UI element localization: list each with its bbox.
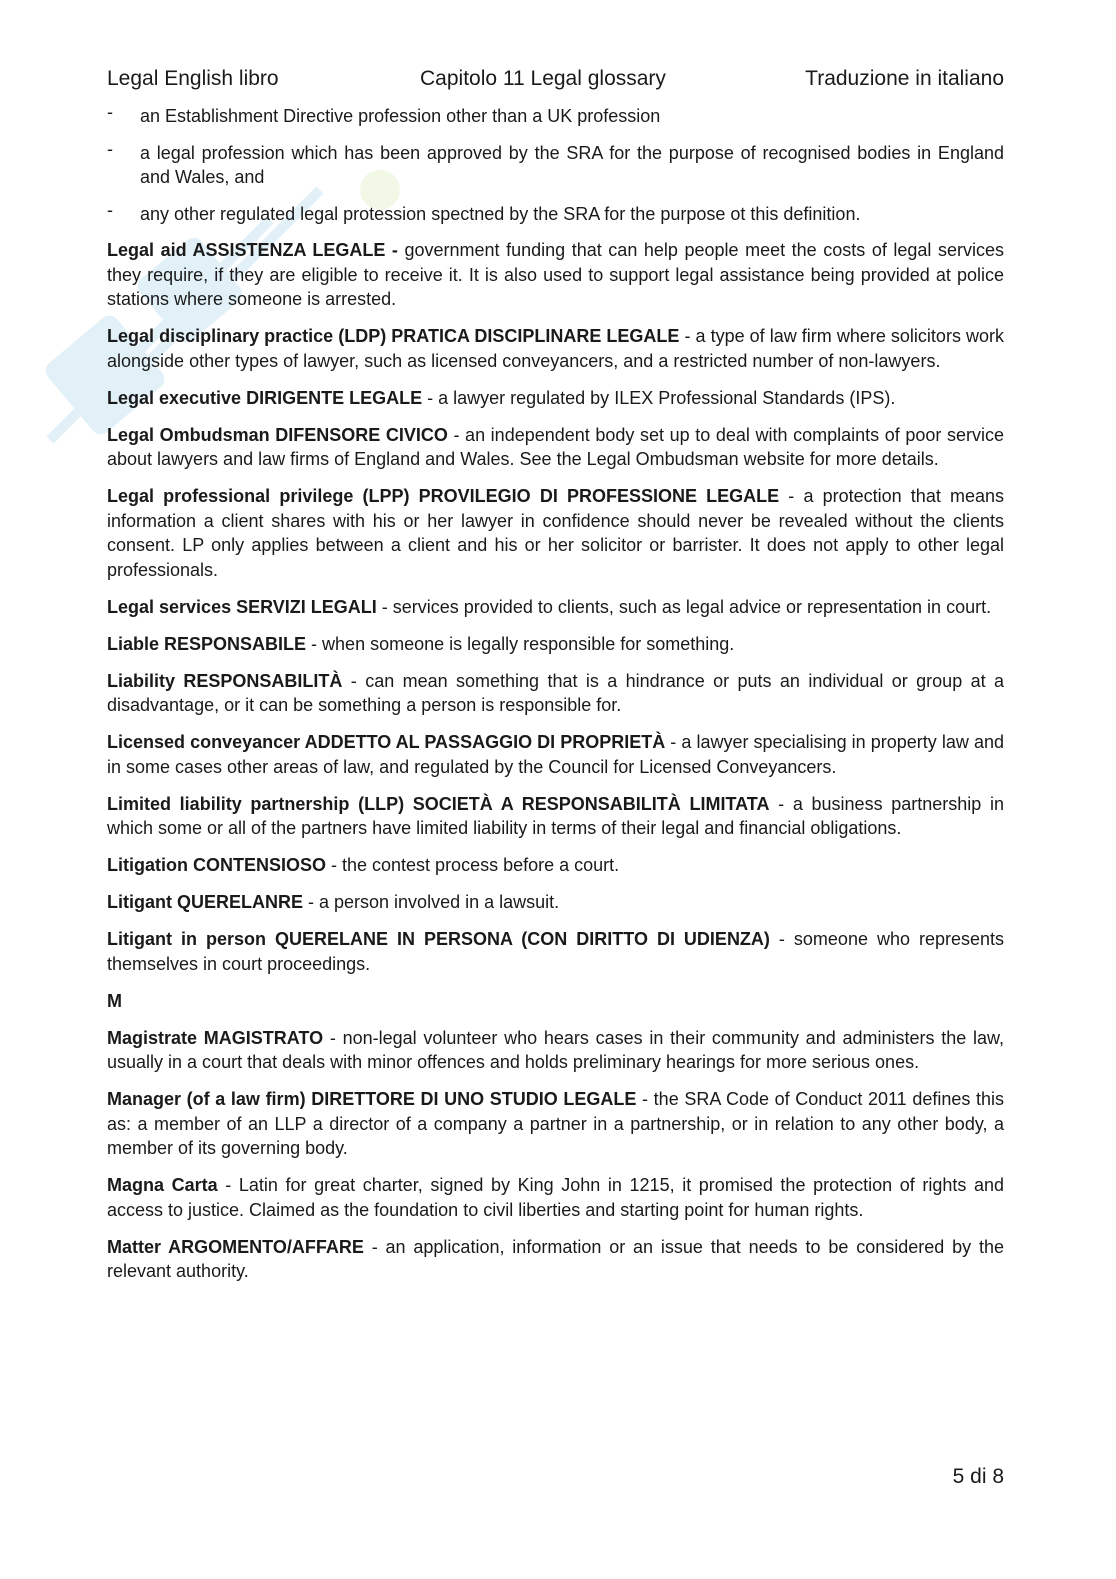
bullet-dash: - bbox=[107, 199, 113, 220]
entry-definition: - can mean something that is a hindrance or puts an individual or group at a disadvantage, or it can be something a person is responsible for. bbox=[107, 670, 1005, 715]
entry-term: Legal services SERVIZI LEGALI bbox=[107, 596, 377, 617]
entry-term: Legal Ombudsman DIFENSORE CIVICO bbox=[107, 424, 448, 445]
entry-term: Legal aid ASSISTENZA LEGALE - bbox=[107, 240, 398, 260]
header-book-title: Legal English libro bbox=[107, 67, 279, 90]
bullet-text: any other regulated legal protession spectned by the SRA for the purpose ot this definition. bbox=[140, 203, 861, 224]
bullet-dash: - bbox=[107, 102, 113, 122]
glossary-entry bbox=[107, 595, 1004, 620]
glossary-entry bbox=[107, 1235, 1004, 1284]
entry-definition: - an independent body set up to deal with complaints of poor service about lawyers and law firms of England and Wales. See the Legal Ombudsman website for more details. bbox=[107, 424, 1004, 469]
entry-term: Litigant QUERELANRE bbox=[107, 892, 303, 912]
entry-term: Limited liability partnership (LLP) SOCIETÀ A RESPONSABILITÀ LIMITATA bbox=[107, 793, 770, 814]
entry-term: Magna Carta bbox=[107, 1175, 218, 1195]
entry-term: Legal professional privilege (LPP) PROVILEGIO DI PROFESSIONE LEGALE bbox=[107, 486, 780, 506]
glossary-entry bbox=[107, 730, 1004, 779]
entry-definition: - a lawyer regulated by ILEX Professional Standards (IPS). bbox=[422, 387, 896, 408]
glossary-entry bbox=[107, 632, 1004, 657]
entry-definition: - a business partnership in which some or all of the partners have limited liability in terms of their legal and financial obligations. bbox=[107, 793, 1004, 838]
glossary-entry bbox=[107, 324, 1004, 373]
entry-definition: - the SRA Code of Conduct 2011 defines this as: a member of an LLP a director of a company a partner in a partnership, or in relation to any other body, a member of its governing body. bbox=[107, 1089, 1005, 1158]
glossary-entries-l bbox=[107, 238, 1004, 976]
glossary-entry bbox=[107, 238, 1004, 312]
glossary-entry bbox=[107, 423, 1004, 472]
definition-bullet-list bbox=[107, 104, 1004, 226]
bullet-item bbox=[107, 104, 1004, 129]
entry-term: Manager (of a law firm) DIRETTORE DI UNO STUDIO LEGALE bbox=[107, 1089, 637, 1109]
entry-definition: - non-legal volunteer who hears cases in their community and administers the law, usually in a court that deals with minor offences and holds preliminary hearings for more serious ones. bbox=[107, 1027, 1004, 1072]
entry-definition: - the contest process before a court. bbox=[326, 855, 620, 875]
entry-definition: government funding that can help people meet the costs of legal services they require, if they are eligible to receive it. It is also used to support legal assistance being provided at police stations where someone is arrested. bbox=[107, 240, 1004, 309]
bullet-item bbox=[107, 138, 1004, 190]
header-chapter-title: Capitolo 11 Legal glossary bbox=[420, 67, 666, 90]
entry-definition: - when someone is legally responsible for something. bbox=[306, 633, 735, 654]
bullet-dash: - bbox=[107, 138, 113, 159]
glossary-entries-m bbox=[107, 1026, 1004, 1284]
glossary-entry bbox=[107, 484, 1004, 582]
entry-definition: - a lawyer specialising in property law and in some cases other areas of law, and regulated by the Council for Licensed Conveyancers. bbox=[107, 732, 1004, 777]
entry-definition: - a person involved in a lawsuit. bbox=[303, 892, 560, 912]
glossary-entry bbox=[107, 1026, 1004, 1075]
entry-term: Legal disciplinary practice (LDP) PRATICA DISCIPLINARE LEGALE bbox=[107, 326, 680, 346]
entry-definition: - someone who represents themselves in court proceedings. bbox=[107, 929, 1005, 974]
glossary-entry bbox=[107, 890, 1004, 915]
entry-term: Licensed conveyancer ADDETTO AL PASSAGGIO DI PROPRIETÀ bbox=[107, 732, 666, 752]
entry-term: Matter ARGOMENTO/AFFARE bbox=[107, 1236, 364, 1257]
section-letter-heading: M bbox=[107, 990, 122, 1011]
entry-term: Litigation CONTENSIOSO bbox=[107, 855, 326, 875]
document-page bbox=[107, 64, 1004, 1296]
entry-term: Litigant in person QUERELANE IN PERSONA (CON DIRITTO DI UDIENZA) bbox=[107, 929, 770, 949]
bullet-text: a legal profession which has been approved by the SRA for the purpose of recognised bodies in England and Wales, and bbox=[140, 142, 1004, 187]
glossary-entry bbox=[107, 1173, 1004, 1222]
glossary-entry bbox=[107, 853, 1004, 878]
bullet-text: an Establishment Directive profession other than a UK profession bbox=[140, 106, 661, 126]
entry-definition: - services provided to clients, such as legal advice or representation in court. bbox=[376, 596, 992, 617]
entry-term: Liable RESPONSABILE bbox=[107, 633, 307, 654]
entry-term: Magistrate MAGISTRATO bbox=[107, 1027, 324, 1048]
glossary-entry bbox=[107, 792, 1004, 841]
entry-definition: - a protection that means information a client shares with his or her lawyer in confidence should never be revealed without the clients consent. LP only applies between a client and his or her solicitor or barrister. It does not apply to other legal professionals. bbox=[107, 486, 1005, 580]
glossary-entry bbox=[107, 669, 1004, 718]
glossary-entry bbox=[107, 386, 1004, 411]
bullet-item bbox=[107, 199, 1004, 227]
entry-term: Liability RESPONSABILITÀ bbox=[107, 670, 343, 691]
entry-term: Legal executive DIRIGENTE LEGALE bbox=[107, 387, 423, 408]
glossary-entry bbox=[107, 1087, 1004, 1161]
page-number: 5 di 8 bbox=[952, 1465, 1004, 1488]
glossary-entry bbox=[107, 927, 1004, 976]
page-header bbox=[107, 64, 1004, 94]
header-translation-note: Traduzione in italiano bbox=[805, 67, 1004, 90]
entry-definition: - Latin for great charter, signed by King John in 1215, it promised the protection of rights and access to justice. Claimed as the foundation to civil liberties and starting point for human rights. bbox=[107, 1175, 1004, 1220]
entry-definition: - a type of law firm where solicitors work alongside other types of lawyer, such as licensed conveyancers, and a restricted number of non-lawyers. bbox=[107, 326, 1004, 371]
entry-definition: - an application, information or an issue that needs to be considered by the relevant authority. bbox=[107, 1236, 1005, 1281]
